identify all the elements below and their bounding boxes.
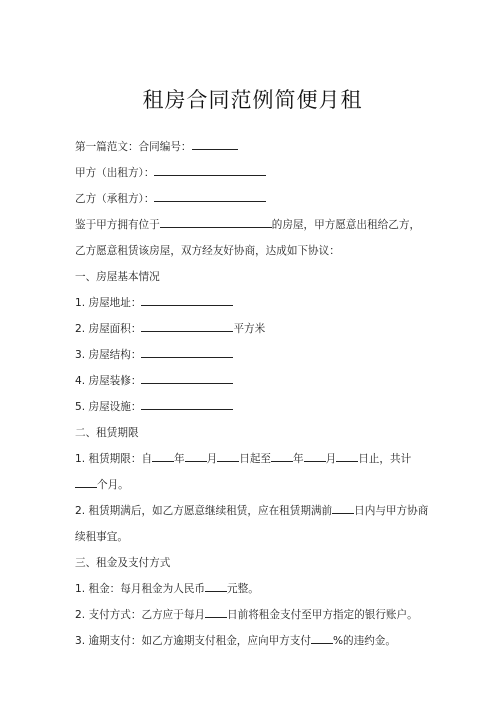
- property-decoration-label: 4. 房屋装修：: [75, 375, 142, 387]
- section-3-heading: 三、租金及支付方式: [75, 557, 171, 569]
- renewal-text-start: 2. 租赁期满后，如乙方愿意继续租赁，应在租赁期满前: [75, 505, 333, 517]
- property-area-blank[interactable]: [141, 320, 233, 332]
- property-decoration-line: [75, 368, 430, 394]
- property-structure-blank[interactable]: [141, 346, 233, 358]
- party-a-label: 甲方（出租方）：: [75, 167, 155, 179]
- property-decoration-blank[interactable]: [141, 372, 233, 384]
- document-title: 租房合同范例简便月租: [142, 88, 363, 112]
- property-location-blank[interactable]: [160, 216, 272, 228]
- property-address-label: 1. 房屋地址：: [75, 297, 142, 309]
- rent-amount-blank[interactable]: [205, 580, 227, 592]
- late-payment-line: [75, 628, 430, 654]
- contract-number-blank[interactable]: [192, 138, 238, 150]
- section-1-heading: 一、房屋基本情况: [75, 271, 160, 283]
- contract-number-label: 第一篇范文：合同编号：: [75, 141, 192, 153]
- end-year-blank[interactable]: [271, 450, 293, 462]
- renewal-paragraph: [75, 498, 430, 550]
- property-facilities-label: 5. 房屋设施：: [75, 401, 142, 413]
- property-area-label: 2. 房屋面积：: [75, 323, 142, 335]
- lease-term-paragraph: [75, 446, 430, 498]
- preamble-paragraph: [75, 212, 430, 264]
- penalty-rate-blank[interactable]: [311, 632, 333, 644]
- year-label: 年: [293, 453, 304, 465]
- late-payment-label: 3. 逾期支付：如乙方逾期支付租金，应向甲方支付: [75, 635, 311, 647]
- until-label: 日起至: [239, 453, 272, 465]
- renewal-text-end: 日内与甲方协商续租事宜。: [75, 505, 429, 543]
- payment-day-blank[interactable]: [205, 606, 227, 618]
- preamble-text-start: 鉴于甲方拥有位于: [75, 219, 160, 231]
- late-payment-text: %的违约金。: [332, 635, 396, 647]
- party-b-blank[interactable]: [154, 190, 266, 202]
- document-body: [75, 134, 430, 654]
- property-structure-label: 3. 房屋结构：: [75, 349, 142, 361]
- start-year-blank[interactable]: [152, 450, 174, 462]
- total-months-blank[interactable]: [75, 476, 97, 488]
- property-area-unit: 平方米: [233, 323, 266, 335]
- payment-method-line: [75, 602, 430, 628]
- property-structure-line: [75, 342, 430, 368]
- property-facilities-blank[interactable]: [141, 398, 233, 410]
- party-b-label: 乙方（承租方）：: [75, 193, 155, 205]
- year-label: 年: [174, 453, 185, 465]
- party-a-blank[interactable]: [154, 164, 266, 176]
- lease-term-text: 1. 租赁期限：自: [75, 453, 153, 465]
- start-month-blank[interactable]: [185, 450, 207, 462]
- property-address-blank[interactable]: [141, 294, 233, 306]
- renewal-days-blank[interactable]: [332, 502, 354, 514]
- party-b-line: [75, 186, 430, 212]
- start-day-blank[interactable]: [217, 450, 239, 462]
- payment-method-text: 日前将租金支付至甲方指定的银行账户。: [227, 609, 418, 621]
- month-label: 月: [206, 453, 218, 465]
- property-area-line: [75, 316, 430, 342]
- total-label: 日止，共计: [358, 453, 412, 465]
- rent-amount-label: 1. 租金：每月租金为人民币: [75, 583, 206, 595]
- end-day-blank[interactable]: [336, 450, 358, 462]
- section-2-heading: 二、租赁期限: [75, 427, 139, 439]
- party-a-line: [75, 160, 430, 186]
- month-label: 月: [325, 453, 337, 465]
- property-address-line: [75, 290, 430, 316]
- contract-number-line: [75, 134, 430, 160]
- months-label: 个月。: [97, 479, 129, 491]
- payment-method-label: 2. 支付方式：乙方应于每月: [75, 609, 206, 621]
- preamble-text-end: 的房屋，甲方愿意出租给乙方，乙方愿意租赁该房屋，双方经友好协商，达成如下协议：: [75, 219, 421, 257]
- rent-amount-unit: 元整。: [227, 583, 259, 595]
- end-month-blank[interactable]: [304, 450, 326, 462]
- rent-amount-line: [75, 576, 430, 602]
- property-facilities-line: [75, 394, 430, 420]
